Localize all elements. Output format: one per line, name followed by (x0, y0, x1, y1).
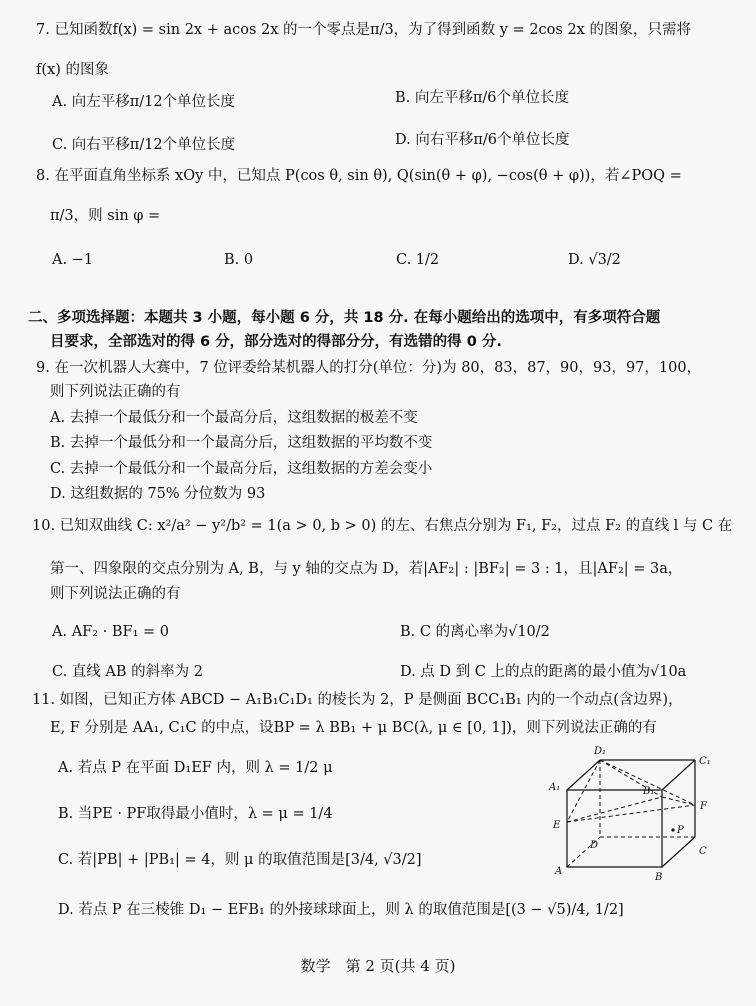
face-front (567, 790, 662, 867)
q8-option-d: D. √3/2 (568, 252, 621, 268)
q7-option-d: D. 向右平移π/6个单位长度 (395, 132, 570, 148)
section2-heading-line2: 目要求，全部选对的得 6 分，部分选对的得部分分，有选错的得 0 分. (50, 334, 502, 350)
section2-heading-line1: 二、多项选择题：本题共 3 小题，每小题 6 分，共 18 分. 在每小题给出的选项中，有多项符合题 (28, 310, 661, 326)
seg-d1-e (567, 760, 600, 822)
seg-b1-f (662, 797, 695, 805)
label-d: D (590, 840, 599, 851)
edge-a1-d1 (567, 760, 600, 790)
q11-option-d: D. 若点 P 在三棱锥 D₁ − EFB₁ 的外接球球面上，则 λ 的取值范围是[(3 − √5)/4, 1/2] (58, 902, 624, 918)
q8-option-b: B. 0 (224, 252, 254, 268)
cube-figure (545, 742, 720, 882)
q11-option-a: A. 若点 P 在平面 D₁EF 内，则 λ = 1/2 μ (58, 760, 333, 776)
label-p: P (677, 825, 684, 836)
q9-option-c: C. 去掉一个最低分和一个最高分后，这组数据的方差会变小 (50, 461, 433, 477)
label-f: F (700, 801, 707, 812)
q11-stem-line2: E, F 分别是 AA₁, C₁C 的中点，设BP = λ BB₁ + μ BC(λ, μ ∈ [0, 1])，则下列说法正确的有 (50, 720, 657, 736)
q10-option-b: B. C 的离心率为√10/2 (400, 624, 550, 640)
q11-option-c: C. 若|PB| + |PB₁| = 4，则 μ 的取值范围是[3/4, √3/2] (58, 852, 422, 868)
q11-option-b: B. 当PE · PF取得最小值时，λ = μ = 1/4 (58, 806, 333, 822)
q10-option-d: D. 点 D 到 C 上的点的距离的最小值为√10a (400, 664, 687, 680)
seg-d1-f (600, 760, 695, 805)
q10-option-c: C. 直线 AB 的斜率为 2 (52, 664, 203, 680)
q9-option-a: A. 去掉一个最低分和一个最高分后，这组数据的极差不变 (50, 410, 418, 426)
edge-b1-c1 (662, 760, 695, 790)
q7-stem-line1: 7. 已知函数f(x) = sin 2x + acos 2x 的一个零点是π/3，为了得到函数 y = 2cos 2x 的图象，只需将 (36, 22, 691, 38)
label-c: C (699, 846, 707, 857)
label-b1: B₁ (643, 786, 655, 797)
label-e: E (553, 820, 561, 831)
q9-stem-line1: 9. 在一次机器人大赛中，7 位评委给某机器人的打分(单位：分)为 80，83，87，90，93，97，100， (36, 360, 702, 376)
seg-e-b1 (567, 797, 662, 822)
label-c1: C₁ (699, 756, 711, 767)
q9-option-d: D. 这组数据的 75% 分位数为 93 (50, 486, 266, 502)
q8-option-c: C. 1/2 (396, 252, 440, 268)
q7-option-b: B. 向左平移π/6个单位长度 (395, 90, 570, 106)
q7-stem-line2: f(x) 的图象 (36, 62, 109, 78)
q10-option-a: A. AF₂ · BF₁ = 0 (52, 624, 169, 640)
q9-stem-line2: 则下列说法正确的有 (50, 384, 181, 400)
page-footer: 数学 第 2 页(共 4 页) (300, 957, 456, 975)
label-b: B (655, 872, 663, 882)
seg-e-f (567, 805, 695, 822)
label-a1: A₁ (549, 782, 561, 793)
q10-stem-line1: 10. 已知双曲线 C: x²/a² − y²/b² = 1(a > 0, b > 0) 的左、右焦点分别为 F₁, F₂，过点 F₂ 的直线 l 与 C 在 (32, 518, 733, 534)
edge-b-c (662, 837, 695, 867)
q7-option-c: C. 向右平移π/12个单位长度 (52, 137, 236, 153)
label-a: A (555, 866, 563, 877)
q7-option-a: A. 向左平移π/12个单位长度 (52, 94, 236, 110)
q11-stem-line1: 11. 如图，已知正方体 ABCD − A₁B₁C₁D₁ 的棱长为 2，P 是侧面 BCC₁B₁ 内的一个动点(含边界)， (32, 692, 683, 708)
label-d1: D₁ (594, 746, 607, 757)
q8-option-a: A. −1 (52, 252, 94, 268)
point-p (671, 828, 674, 831)
q9-option-b: B. 去掉一个最低分和一个最高分后，这组数据的平均数不变 (50, 435, 433, 451)
q10-stem-line3: 则下列说法正确的有 (50, 586, 181, 602)
q10-stem-line2: 第一、四象限的交点分别为 A, B，与 y 轴的交点为 D，若|AF₂| : |BF₂| = 3 : 1，且|AF₂| = 3a， (50, 561, 683, 577)
q8-stem-line2: π/3，则 sin φ = (50, 208, 161, 224)
q8-stem-line1: 8. 在平面直角坐标系 xOy 中，已知点 P(cos θ, sin θ), Q(sin(θ + φ), −cos(θ + φ))，若∠POQ = (36, 168, 682, 184)
